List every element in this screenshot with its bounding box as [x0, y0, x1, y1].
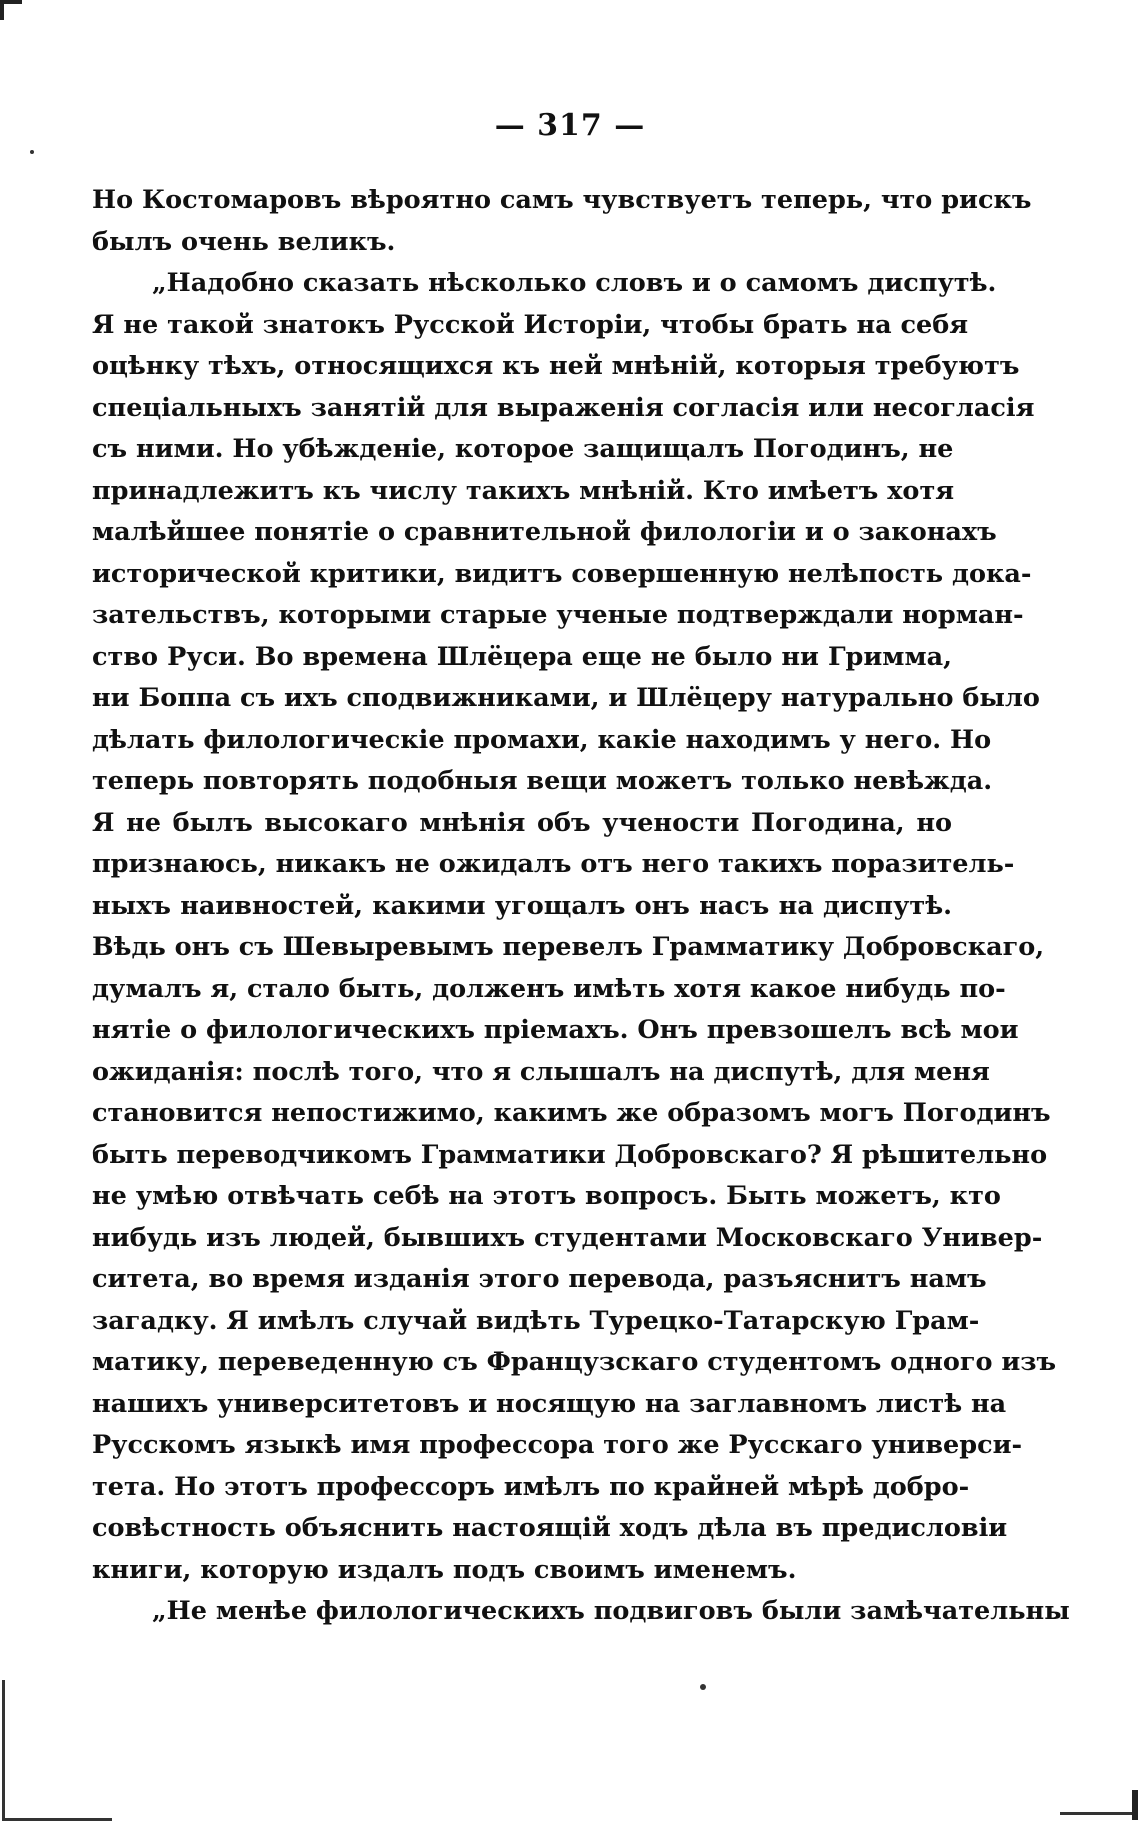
text-line: признаюсь, никакъ не ожидалъ отъ него такихъ поразитель-	[92, 849, 1015, 879]
text-line: исторической критики, видитъ совершенную нелѣпость дока-	[92, 558, 1032, 589]
text-line: зательствъ, которыми старые ученые подтверждали норман-	[92, 600, 1024, 630]
text-line: принадлежитъ къ числу такихъ мнѣній. Кто имѣетъ хотя	[92, 475, 955, 506]
text-line: Я не такой знатокъ Русской Исторіи, чтобы брать на себя	[92, 309, 969, 340]
body-text	[92, 180, 1070, 1633]
text-line: съ ними. Но убѣжденіе, которое защищалъ Погодинъ, не	[92, 434, 954, 464]
text-line: Но Костомаровъ вѣроятно самъ чувствуетъ теперь, что рискъ	[92, 185, 1032, 215]
scan-speck	[30, 150, 34, 154]
text-line: книги, которую издалъ подъ своимъ именемъ.	[92, 1554, 797, 1585]
text-line: быть переводчикомъ Грамматики Добровскаго? Я рѣшительно	[92, 1139, 1048, 1170]
text-line: загадку. Я имѣлъ случай видѣть Турецко-Татарскую Грам-	[92, 1305, 980, 1336]
scan-speck	[700, 1684, 706, 1690]
text-line: думалъ я, стало быть, долженъ имѣть хотя какое нибудь по-	[92, 973, 1006, 1004]
text-line: дѣлать филологическіе промахи, какіе находимъ у него. Но	[92, 724, 992, 755]
text-line: нятіе о филологическихъ пріемахъ. Онъ превзошелъ всѣ мои	[92, 1015, 1019, 1045]
scan-right-bottom-edge	[1060, 1812, 1135, 1815]
text-line: „Не менѣе филологическихъ подвиговъ были замѣчательны	[152, 1596, 1070, 1626]
text-line: Русскомъ языкѣ имя профессора того же Русскаго универси-	[92, 1430, 1023, 1460]
scan-corner-mark	[0, 0, 22, 20]
text-line: ни Боппа съ ихъ сподвижниками, и Шлёцеру натурально было	[92, 683, 1040, 713]
text-line: матику, переведенную съ Французскаго студентомъ одного изъ	[92, 1347, 1057, 1377]
text-line: „Надобно сказать нѣсколько словъ и о самомъ диспутѣ.	[152, 268, 997, 298]
text-line: совѣстность объяснить настоящій ходъ дѣла въ предисловіи	[92, 1513, 1008, 1543]
scan-right-tick	[1132, 1790, 1138, 1820]
text-line: не умѣю отвѣчать себѣ на этотъ вопросъ. Быть можетъ, кто	[92, 1181, 1001, 1211]
text-line: оцѣнку тѣхъ, относящихся къ ней мнѣній, которыя требуютъ	[92, 351, 1020, 381]
page-number: — 317 —	[494, 108, 646, 143]
text-line: становится непостижимо, какимъ же образомъ могъ Погодинъ	[92, 1098, 1051, 1128]
text-line: спеціальныхъ занятій для выраженія согласія или несогласія	[92, 392, 1035, 423]
text-line: ситета, во время изданія этого перевода, разъяснитъ намъ	[92, 1264, 987, 1294]
scan-bottom-edge	[2, 1818, 112, 1821]
text-line: ство Руси. Во времена Шлёцера еще не было ни Гримма,	[92, 641, 952, 672]
text-line: Вѣдь онъ съ Шевыревымъ перевелъ Грамматику Добровскаго,	[92, 932, 1045, 962]
text-line: Я не былъ высокаго мнѣнія объ учености Погодина, но	[92, 807, 952, 838]
text-line: ожиданія: послѣ того, что я слышалъ на диспутѣ, для меня	[92, 1056, 990, 1087]
text-line: теперь повторять подобныя вещи можетъ только невѣжда.	[92, 766, 993, 796]
text-line: ныхъ наивностей, какими угощалъ онъ насъ на диспутѣ.	[92, 890, 952, 921]
text-line: былъ очень великъ.	[92, 226, 396, 257]
scan-left-edge	[2, 1680, 5, 1820]
text-line: тета. Но этотъ профессоръ имѣлъ по крайней мѣрѣ добро-	[92, 1471, 970, 1502]
text-line: нашихъ университетовъ и носящую на заглавномъ листѣ на	[92, 1388, 1007, 1419]
text-line: малѣйшее понятіе о сравнительной филологіи и о законахъ	[92, 517, 997, 547]
text-line: нибудь изъ людей, бывшихъ студентами Московскаго Универ-	[92, 1222, 1043, 1253]
